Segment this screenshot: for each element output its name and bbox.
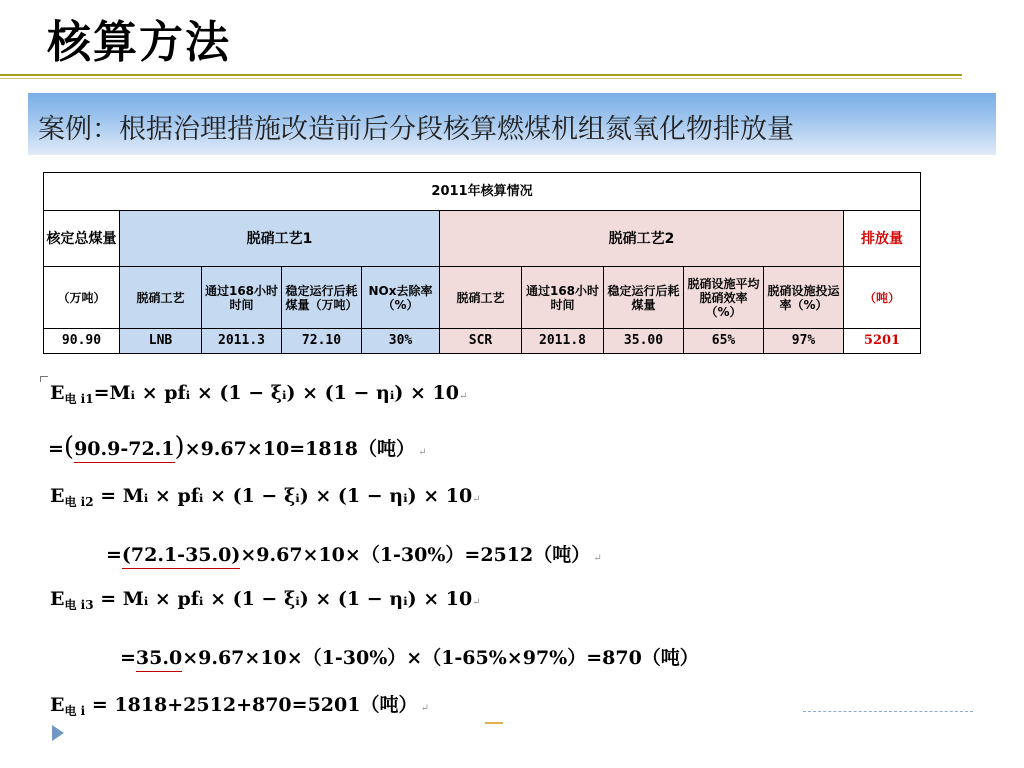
- cell-emission: 5201: [844, 329, 921, 354]
- formula-1-rhs: =Mᵢ × pfᵢ × (1 − ξᵢ) × (1 − ηᵢ) × 10: [93, 382, 459, 404]
- formula-2-calc-post: ×9.67×10×（1-30%）=2512（吨）: [240, 544, 591, 566]
- formula-3-calc-pre: =: [120, 647, 136, 669]
- cell-p2-pass168: 2011.8: [522, 329, 604, 354]
- header-total-coal: 核定总煤量: [44, 211, 120, 267]
- subtitle-text: 案例：根据治理措施改造前后分段核算燃煤机组氮氧化物排放量: [38, 114, 794, 145]
- subheader-unit-ton: （吨）: [844, 267, 921, 329]
- formula-2: [50, 485, 481, 510]
- subheader-unit-wan: （万吨）: [44, 267, 120, 329]
- cell-p2-eff: 65%: [684, 329, 764, 354]
- formula-total: [50, 690, 429, 719]
- subheader-p1-coal-after: 稳定运行后耗煤量（万吨）: [282, 267, 362, 329]
- formula-3-calc: [120, 643, 699, 670]
- header-emission: 排放量: [844, 211, 921, 267]
- formula-3-calc-post: ×9.67×10×（1-30%）×（1-65%×97%）=870（吨）: [182, 647, 699, 669]
- formula-1-lhs: E: [50, 382, 65, 404]
- formula-1: [50, 382, 467, 407]
- title-divider-thin: [0, 78, 962, 79]
- formula-1-calc-value: 90.9-72.1: [74, 438, 174, 463]
- subheader-p1-process: 脱硝工艺: [120, 267, 202, 329]
- formula-3-calc-value: 35.0: [136, 647, 182, 672]
- formula-3-lhs: E: [50, 588, 65, 610]
- formula-2-calc: [106, 540, 602, 567]
- formula-2-rhs: = Mᵢ × pfᵢ × (1 − ξᵢ) × (1 − ηᵢ) × 10: [93, 485, 473, 507]
- subheader-p1-nox-rate: NOx去除率（%）: [362, 267, 440, 329]
- cell-p2-process: SCR: [440, 329, 522, 354]
- formula-2-sub: 电 i2: [64, 495, 94, 509]
- title-divider: [0, 74, 962, 76]
- cell-p2-coal-after: 35.00: [604, 329, 684, 354]
- table-caption: 2011年核算情况: [44, 173, 921, 211]
- formula-1-calc-post: ×9.67×10=1818（吨）: [184, 438, 416, 460]
- paragraph-mark-icon: ↵: [417, 703, 430, 714]
- dashed-divider: [803, 711, 973, 712]
- formula-2-calc-pre: =: [106, 544, 122, 566]
- paragraph-mark-icon: ↵: [472, 494, 481, 505]
- subheader-p1-pass168: 通过168小时时间: [202, 267, 282, 329]
- cell-p1-pass168: 2011.3: [202, 329, 282, 354]
- formula-1-calc-pre: =: [48, 438, 64, 460]
- formula-1-sub: 电 i1: [64, 392, 94, 406]
- text-cursor-mark: [40, 376, 48, 382]
- subheader-p2-process: 脱硝工艺: [440, 267, 522, 329]
- formula-2-lhs: E: [50, 485, 65, 507]
- formula-total-rhs: = 1818+2512+870=5201（吨）: [85, 694, 418, 716]
- accounting-table: [43, 172, 921, 354]
- formula-3: [50, 588, 481, 613]
- subheader-p2-eff: 脱硝设施平均脱硝效率（%）: [684, 267, 764, 329]
- paragraph-mark-icon: ↵: [458, 391, 468, 402]
- subheader-p2-coal-after: 稳定运行后耗煤量: [604, 267, 684, 329]
- paragraph-mark-icon: ↵: [415, 447, 427, 458]
- cell-p2-run-rate: 97%: [764, 329, 844, 354]
- paragraph-mark-icon: ↵: [590, 553, 602, 564]
- formula-3-rhs: = Mᵢ × pfᵢ × (1 − ξᵢ) × (1 − ηᵢ) × 10: [93, 588, 473, 610]
- slide-title: 核算方法: [47, 17, 231, 68]
- subheader-p2-run-rate: 脱硝设施投运率（%）: [764, 267, 844, 329]
- formula-3-sub: 电 i3: [64, 598, 94, 612]
- cell-p1-nox-rate: 30%: [362, 329, 440, 354]
- play-triangle-icon[interactable]: [52, 725, 64, 741]
- formula-total-lhs: E: [50, 694, 65, 716]
- formula-2-calc-value: (72.1-35.0): [122, 544, 240, 569]
- subtitle-banner: [28, 93, 996, 155]
- paragraph-mark-icon: ↵: [472, 597, 481, 608]
- subheader-p2-pass168: 通过168小时时间: [522, 267, 604, 329]
- cell-total-coal: 90.90: [44, 329, 120, 354]
- cell-p1-process: LNB: [120, 329, 202, 354]
- formula-1-calc: =(90.9-72.1)×9.67×10=1818（吨） ↵: [48, 432, 427, 462]
- formula-total-sub: 电 i: [64, 704, 86, 718]
- header-process-1: 脱硝工艺1: [120, 211, 440, 267]
- anchor-marker-icon: [485, 722, 503, 727]
- cell-p1-coal-after: 72.10: [282, 329, 362, 354]
- header-process-2: 脱硝工艺2: [440, 211, 844, 267]
